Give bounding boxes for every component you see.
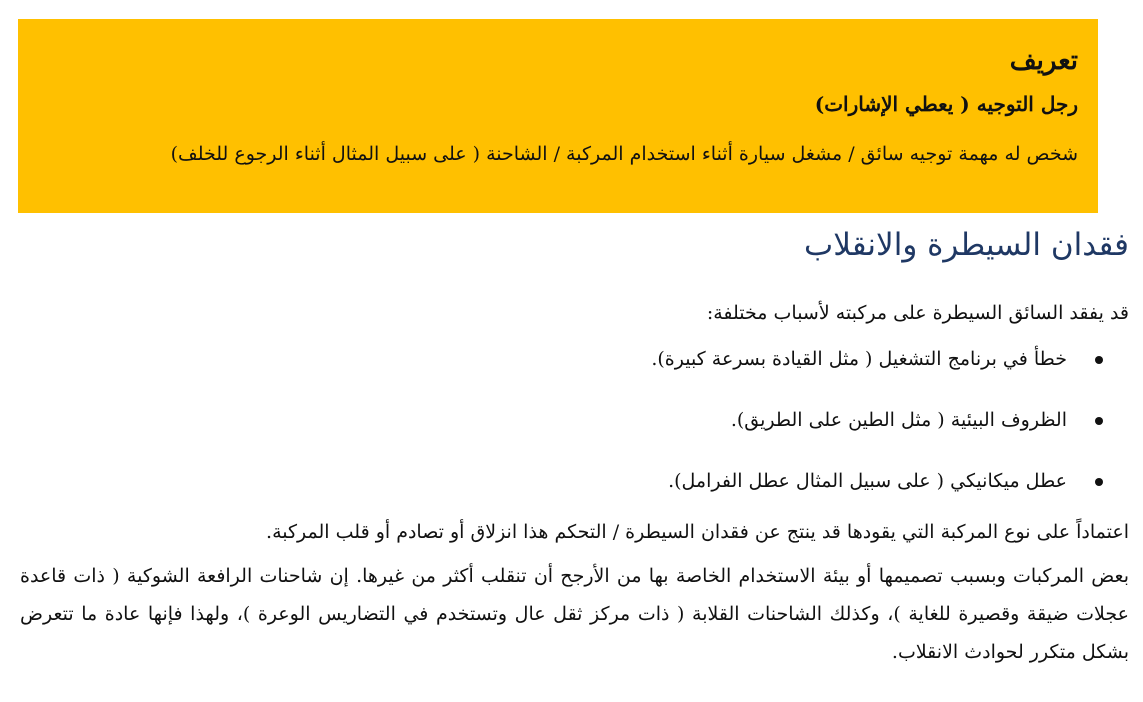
bullet-icon xyxy=(1095,356,1103,364)
paragraph-consequences: اعتماداً على نوع المركبة التي يقودها قد ينتج عن فقدان السيطرة / التحكم هذا انزلاق أو تصادم أو قلب المركبة. xyxy=(266,521,1129,543)
definition-text: شخص له مهمة توجيه سائق / مشغل سيارة أثناء استخدام المركبة / الشاحنة ( على سبيل المثال أثناء الرجوع للخلف) xyxy=(170,143,1078,165)
bullet-icon xyxy=(1095,478,1103,486)
section-heading: فقدان السيطرة والانقلاب xyxy=(804,227,1129,263)
definition-box xyxy=(18,19,1098,213)
paragraph-vehicle-types: بعض المركبات وبسبب تصميمها أو بيئة الاستخدام الخاصة بها من الأرجح أن تنقلب أكثر من غيرها. إن شاحنات الرافعة الشوكية ( ذات قاعدة عجلات ضيقة وقصيرة للغاية )، وكذلك الشاحنات القلابة ( ذات مركز ثقل عال وتستخدم في التضاريس الوعرة )، ولهذا فإنها عادة ما تتعرض بشكل متكرر لحوادث الانقلاب. xyxy=(20,565,1129,663)
intro-text: قد يفقد السائق السيطرة على مركبته لأسباب مختلفة: xyxy=(706,302,1129,324)
list-item-text: خطأ في برنامج التشغيل ( مثل القيادة بسرعة كبيرة). xyxy=(651,348,1067,370)
list-item xyxy=(20,344,1129,374)
definition-term: رجل التوجيه ( يعطي الإشارات) xyxy=(814,92,1078,116)
list-item xyxy=(20,466,1129,496)
bullet-icon xyxy=(1095,417,1103,425)
list-item xyxy=(20,405,1129,435)
definition-title: تعريف xyxy=(1009,46,1078,76)
list-item-text: الظروف البيئية ( مثل الطين على الطريق). xyxy=(730,409,1067,431)
section-content xyxy=(20,298,1129,671)
list-item-text: عطل ميكانيكي ( على سبيل المثال عطل الفرامل). xyxy=(668,470,1067,492)
causes-list xyxy=(20,344,1129,496)
